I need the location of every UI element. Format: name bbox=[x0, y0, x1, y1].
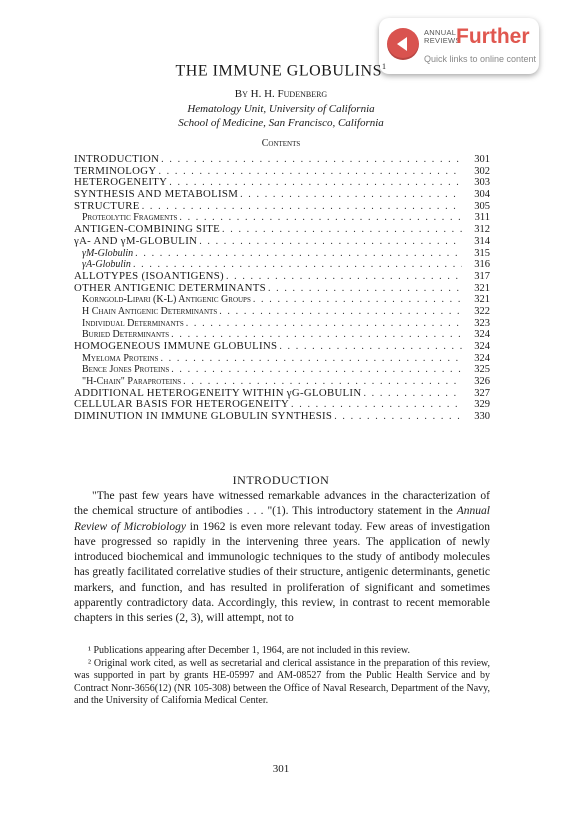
toc-entry-page: 312 bbox=[474, 224, 490, 236]
toc-leader-dots bbox=[253, 294, 462, 306]
affiliation-line-1: Hematology Unit, University of California bbox=[187, 103, 375, 115]
toc-leader-dots bbox=[219, 306, 462, 318]
toc-leader-dots bbox=[171, 364, 462, 376]
toc-entry-label: ANTIGEN-COMBINING SITE bbox=[74, 223, 221, 236]
toc-entry[interactable] bbox=[74, 364, 490, 376]
toc-entry[interactable] bbox=[74, 248, 490, 260]
footnote-1: ¹ Publications appearing after December 1, 1964, are not included in this review. bbox=[88, 645, 410, 656]
toc-leader-dots bbox=[183, 376, 462, 388]
toc-leader-dots bbox=[161, 154, 462, 166]
toc-leader-dots bbox=[279, 341, 462, 353]
toc-entry-label: "H-Chain" Paraproteins bbox=[82, 376, 182, 388]
toc-entry-label: DIMINUTION IN IMMUNE GLOBULIN SYNTHESIS bbox=[74, 410, 333, 423]
toc-leader-dots bbox=[179, 212, 462, 224]
toc-entry-page: 329 bbox=[474, 399, 490, 411]
play-icon[interactable] bbox=[387, 28, 419, 60]
contents-heading: Contents bbox=[261, 138, 301, 149]
toc-entry-label: HETEROGENEITY bbox=[74, 176, 168, 189]
toc-entry-label: SYNTHESIS AND METABOLISM bbox=[74, 188, 239, 201]
toc-entry-page: 325 bbox=[474, 364, 490, 376]
toc-entry-label: TERMINOLOGY bbox=[74, 164, 157, 177]
affiliation-line-2: School of Medicine, San Francisco, California bbox=[178, 117, 384, 129]
toc-entry-page: 315 bbox=[474, 247, 490, 259]
toc-entry-label: γA-Globulin bbox=[82, 259, 131, 271]
toc-entry[interactable] bbox=[74, 376, 490, 388]
toc-leader-dots bbox=[334, 411, 462, 423]
badge-subtitle: Quick links to online content bbox=[424, 54, 537, 64]
toc-leader-dots bbox=[363, 388, 462, 400]
toc-entry-page: 327 bbox=[474, 387, 490, 399]
toc-entry-label: INTRODUCTION bbox=[74, 153, 160, 165]
toc-entry-label: HOMOGENEOUS IMMUNE GLOBULINS bbox=[74, 340, 278, 352]
toc-entry[interactable] bbox=[74, 189, 490, 201]
toc-leader-dots bbox=[226, 271, 462, 283]
title-text: THE IMMUNE GLOBULINS bbox=[175, 62, 382, 80]
toc-entry[interactable] bbox=[74, 271, 490, 283]
toc-entry-page: 303 bbox=[474, 177, 490, 189]
toc-leader-dots bbox=[186, 318, 462, 330]
byline: By H. H. Fudenberg bbox=[234, 88, 328, 100]
body-text bbox=[74, 489, 490, 627]
toc-entry-label: CELLULAR BASIS FOR HETEROGENEITY bbox=[74, 398, 290, 411]
toc-entry-label: OTHER ANTIGENIC DETERMINANTS bbox=[74, 281, 266, 294]
toc-entry[interactable] bbox=[74, 154, 490, 166]
toc-entry-page: 323 bbox=[474, 317, 490, 329]
toc-entry-label: Proteolytic Fragments bbox=[82, 212, 178, 224]
toc-entry[interactable] bbox=[74, 341, 490, 353]
toc-entry[interactable] bbox=[74, 236, 490, 248]
toc-entry-label: ALLOTYPES (ISOANTIGENS) bbox=[74, 269, 224, 282]
toc-entry-label: Individual Determinants bbox=[82, 317, 184, 329]
toc-leader-dots bbox=[158, 166, 462, 178]
toc-leader-dots bbox=[135, 248, 462, 260]
toc-entry-page: 314 bbox=[474, 235, 490, 247]
toc-entry-page: 330 bbox=[474, 411, 490, 423]
toc-entry-page: 316 bbox=[474, 259, 490, 271]
toc-entry[interactable] bbox=[74, 306, 490, 318]
toc-leader-dots bbox=[142, 201, 462, 213]
article-title bbox=[0, 62, 562, 80]
toc-entry-label: Bence Jones Proteins bbox=[82, 364, 170, 376]
toc-entry[interactable] bbox=[74, 283, 490, 295]
toc-entry-page: 317 bbox=[474, 270, 490, 282]
toc-entry[interactable] bbox=[74, 318, 490, 330]
toc-entry[interactable] bbox=[74, 294, 490, 306]
toc-leader-dots bbox=[268, 283, 462, 295]
toc-entry[interactable] bbox=[74, 353, 490, 365]
badge-reviews: REVIEWS bbox=[424, 36, 461, 45]
section-heading-introduction: INTRODUCTION bbox=[232, 473, 330, 487]
title-footnote-mark: 1 bbox=[381, 62, 387, 71]
toc-entry-page: 301 bbox=[474, 154, 490, 165]
toc-leader-dots bbox=[222, 224, 462, 236]
toc-entry-page: 322 bbox=[474, 305, 490, 317]
table-of-contents bbox=[74, 154, 490, 423]
toc-entry-label: Buried Determinants bbox=[82, 329, 170, 341]
toc-entry-page: 324 bbox=[474, 329, 490, 341]
toc-entry-page: 324 bbox=[474, 341, 490, 352]
toc-entry-label: γA- AND γM-GLOBULIN bbox=[74, 234, 198, 247]
toc-leader-dots bbox=[160, 353, 462, 365]
toc-entry-page: 304 bbox=[474, 189, 490, 201]
toc-entry-page: 305 bbox=[474, 200, 490, 212]
body-paragraph: "The past few years have witnessed remarkable advances in the characterization of the chemical structure of antibodies . . . "(1). This introductory statement in the Annual Review of Microbiology in 1962 is even more relevant today. Few areas of investigation have progressed so rapidly in the intervening three years. The application of newly introduced biochemical and immunologic techniques to the study of antibody molecules has greatly facilitated correlative studies of their structure, antigenic determinants, genetic markers, and function, and has resulted in proliferation of significant and sometimes apparently contradictory data. Accordingly, this review, in contrast to recent memorable chapters in this series (2, 3), will attempt, not to bbox=[74, 490, 490, 625]
toc-leader-dots bbox=[240, 189, 462, 201]
toc-entry-label: H Chain Antigenic Determinants bbox=[82, 305, 218, 317]
toc-entry-label: STRUCTURE bbox=[74, 199, 140, 212]
footnotes bbox=[74, 645, 490, 708]
toc-entry-page: 326 bbox=[474, 376, 490, 388]
toc-entry-label: γM-Globulin bbox=[82, 247, 134, 259]
page-number: 301 bbox=[272, 763, 290, 775]
toc-leader-dots bbox=[199, 236, 462, 248]
toc-entry-label: Korngold-Lipari (K-L) Antigenic Groups bbox=[82, 294, 251, 306]
toc-entry-page: 324 bbox=[474, 352, 490, 364]
journal-name: Annual Review of Microbiology bbox=[74, 505, 490, 533]
badge-annual: ANNUAL bbox=[424, 28, 457, 37]
toc-entry[interactable] bbox=[74, 201, 490, 213]
toc-entry-page: 311 bbox=[474, 212, 490, 224]
toc-entry-page: 302 bbox=[474, 165, 490, 177]
toc-entry-page: 321 bbox=[474, 282, 490, 294]
badge-further-label[interactable]: Further bbox=[456, 25, 530, 48]
toc-entry-page: 321 bbox=[474, 294, 490, 306]
toc-entry-label: Myeloma Proteins bbox=[82, 352, 159, 364]
toc-entry-label: ADDITIONAL HETEROGENEITY WITHIN γG-GLOBULIN bbox=[74, 386, 362, 399]
toc-entry[interactable] bbox=[74, 411, 490, 423]
footnote-2: ² Original work cited, as well as secretarial and clerical assistance in the preparation of this review, was supported in part by grants HE-05997 and AM-08527 from the Public Health Service and by Contract Nonr-3656(12) (NR 105-308) between the Office of Naval Research, Department of the Navy, and the University of California Medical Center. bbox=[74, 657, 490, 707]
